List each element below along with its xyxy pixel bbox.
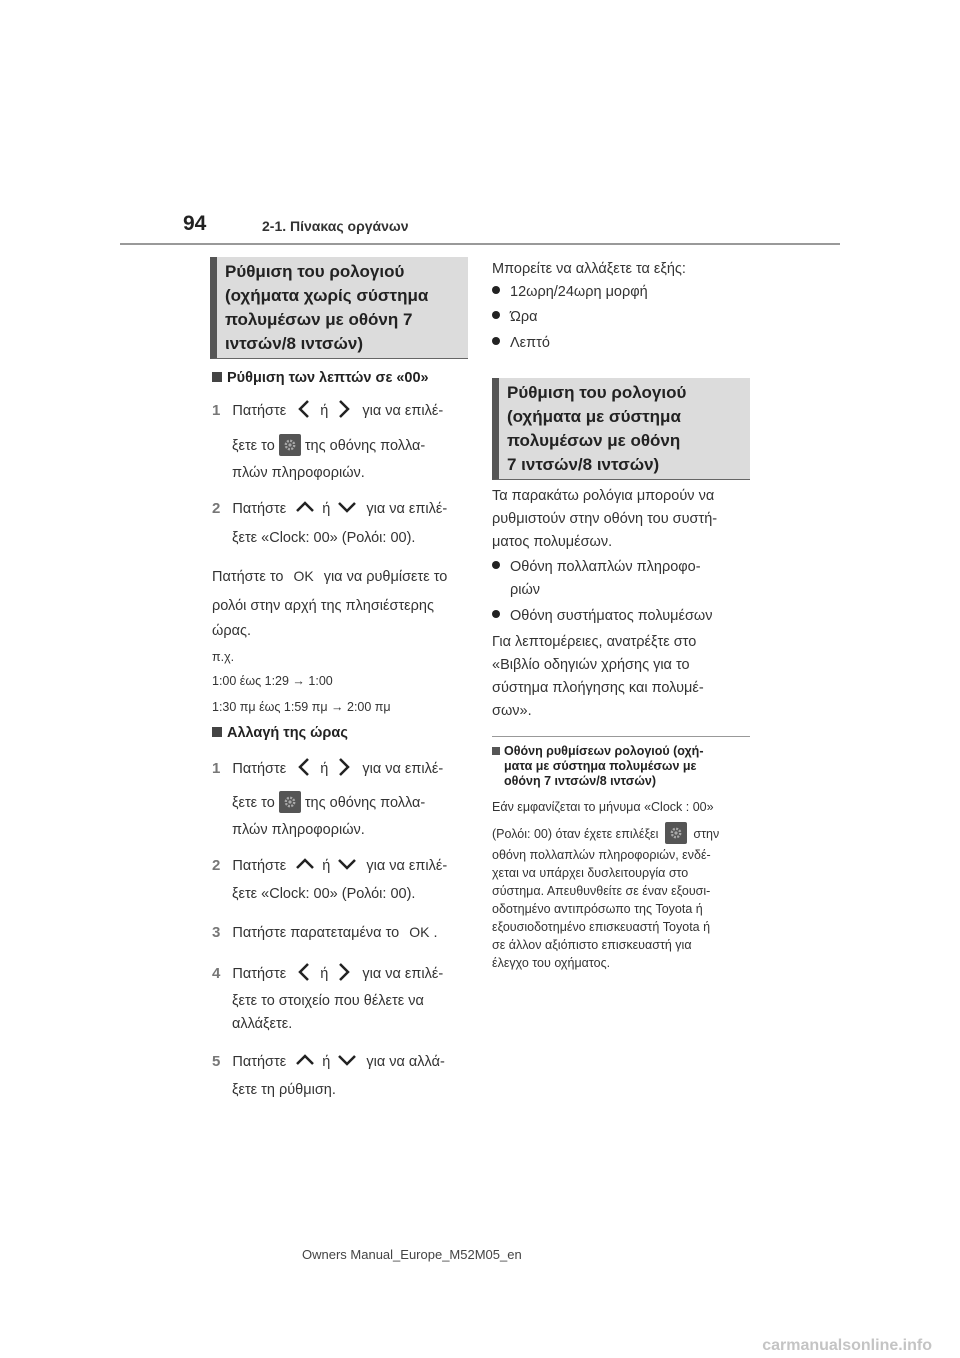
example-label: π.χ. [212, 650, 235, 664]
step-5b-cont: ξετε τη ρύθμιση. [232, 1082, 336, 1098]
box-line: (οχήματα με σύστημα [507, 407, 681, 426]
bullet-dot-icon [492, 561, 500, 569]
note-line: οθόνη πολλαπλών πληροφοριών, ενδέ- [492, 848, 711, 862]
note-line: εξουσιοδοτημένο επισκευαστή Toyota ή [492, 920, 711, 934]
bullet-item: Λεπτό [492, 335, 550, 351]
chevron-right-icon [338, 758, 350, 780]
note-line: χεται να υπάρχει δυσλειτουργία στο [492, 866, 689, 880]
bullet-item-cont: ριών [510, 582, 541, 598]
paragraph-line: Για λεπτομέρειες, ανατρέξτε στο [492, 634, 697, 650]
chevron-down-icon [338, 1054, 356, 1070]
step-4b: 4 Πατήστε ή για να επιλέ- [212, 963, 443, 985]
step-1b: 1 Πατήστε ή για να επιλέ- [212, 758, 443, 780]
square-bullet-icon [492, 747, 500, 755]
box-line: ιντσών/8 ιντσών) [225, 334, 364, 353]
step-3b: 3 Πατήστε παρατεταμένα το OK . [212, 924, 438, 941]
paragraph-ok: Πατήστε το OK για να ρυθμίσετε το [212, 568, 448, 585]
paragraph-line: σύστημα πλοήγησης και πολυμέ- [492, 680, 704, 696]
bullet-dot-icon [492, 311, 500, 319]
bullet-item: Οθόνη συστήματος πολυμέσων [492, 608, 712, 624]
box-line: 7 ιντσών/8 ιντσών) [507, 455, 660, 474]
paragraph-line: ώρας. [212, 623, 251, 639]
bullet-item: 12ωρη/24ωρη μορφή [492, 284, 648, 300]
paragraph-line: «Βιβλίο οδηγιών χρήσης για το [492, 657, 690, 673]
ok-button-glyph: OK [293, 568, 314, 584]
square-bullet-icon [212, 372, 222, 382]
step-1: 1 Πατήστε ή για να επιλέ- [212, 400, 443, 422]
chevron-right-icon [338, 963, 350, 985]
chevron-up-icon [296, 501, 314, 517]
section-box-right [492, 378, 750, 480]
note-line: (Ρολόι: 00) όταν έχετε επιλέξει στην [492, 822, 719, 844]
step-2b: 2 Πατήστε ή για να επιλέ- [212, 857, 448, 874]
step-1-cont: ξετε το της οθόνης πολλα- [232, 434, 425, 456]
section-box-left [210, 257, 468, 359]
watermark: carmanualsonline.info [762, 1337, 932, 1354]
step-1b-cont: ξετε το της οθόνης πολλα- [232, 791, 425, 813]
chevron-down-icon [338, 501, 356, 517]
chevron-left-icon [298, 758, 310, 780]
step-4b-cont: ξετε το στοιχείο που θέλετε να [232, 993, 424, 1009]
note-line: Εάν εμφανίζεται το μήνυμα «Clock : 00» [492, 800, 714, 814]
step-1-end: πλών πληροφοριών. [232, 465, 365, 481]
note-heading: Οθόνη ρυθμίσεων ρολογιού (οχή- ματα με σύστημα πολυμέσων με οθόνη 7 ιντσών/8 ιντσών) [492, 744, 703, 789]
chevron-up-icon [296, 1054, 314, 1070]
example-line: 1:30 πμ έως 1:59 πμ → 2:00 πμ [212, 700, 391, 714]
bullet-item: Οθόνη πολλαπλών πληροφο- [492, 559, 701, 575]
settings-gear-icon [665, 822, 687, 844]
box-line: πολυμέσων με οθόνη [507, 431, 681, 450]
note-line: οδοτημένο αντιπρόσωπο της Toyota ή [492, 902, 703, 916]
step-5b: 5 Πατήστε ή για να αλλά- [212, 1053, 445, 1070]
bullet-dot-icon [492, 610, 500, 618]
header-rule [120, 243, 840, 245]
note-line: σε άλλον αξιόπιστο επισκευαστή για [492, 938, 692, 952]
box-line: πολυμέσων με οθόνη 7 [225, 310, 413, 329]
square-bullet-icon [212, 727, 222, 737]
paragraph-line: Τα παρακάτω ρολόγια μπορούν να [492, 488, 715, 504]
ok-button-glyph: OK [409, 924, 430, 940]
paragraph-line: ρυθμιστούν στην οθόνη του συστή- [492, 511, 718, 527]
step-2: 2 Πατήστε ή για να επιλέ- [212, 500, 448, 517]
step-4b-end: αλλάξετε. [232, 1016, 293, 1032]
note-line: σύστημα. Απευθυνθείτε σε έναν εξουσι- [492, 884, 711, 898]
subheading-minutes: Ρύθμιση των λεπτών σε «00» [212, 370, 429, 386]
intro-text: Μπορείτε να αλλάξετε τα εξής: [492, 261, 686, 277]
step-1b-end: πλών πληροφοριών. [232, 822, 365, 838]
box-line: Ρύθμιση του ρολογιού [225, 262, 405, 281]
step-2-cont: ξετε «Clock: 00» (Ρολόι: 00). [232, 530, 416, 546]
paragraph-line: ρολόι στην αρχή της πλησιέστερης [212, 598, 434, 614]
chevron-down-icon [338, 858, 356, 874]
subheading-change-time: Αλλαγή της ώρας [212, 725, 348, 741]
footer-text: Owners Manual_Europe_M52M05_en [302, 1247, 522, 1262]
bullet-dot-icon [492, 286, 500, 294]
paragraph-line: ματος πολυμέσων. [492, 534, 613, 550]
box-line: Ρύθμιση του ρολογιού [507, 383, 687, 402]
bullet-dot-icon [492, 337, 500, 345]
settings-gear-icon [279, 434, 301, 456]
chevron-left-icon [298, 963, 310, 985]
box-line: (οχήματα χωρίς σύστημα [225, 286, 429, 305]
paragraph-line: σων». [492, 703, 532, 719]
note-rule [492, 736, 750, 737]
chevron-up-icon [296, 858, 314, 874]
bullet-item: Ώρα [492, 309, 538, 325]
chapter-title: 2-1. Πίνακας οργάνων [262, 218, 409, 234]
chevron-right-icon [338, 400, 350, 422]
example-line: 1:00 έως 1:29 → 1:00 [212, 674, 333, 688]
chevron-left-icon [298, 400, 310, 422]
step-2b-cont: ξετε «Clock: 00» (Ρολόι: 00). [232, 886, 416, 902]
page-number: 94 [183, 212, 207, 235]
note-line: έλεγχο του οχήματος. [492, 956, 611, 970]
settings-gear-icon [279, 791, 301, 813]
